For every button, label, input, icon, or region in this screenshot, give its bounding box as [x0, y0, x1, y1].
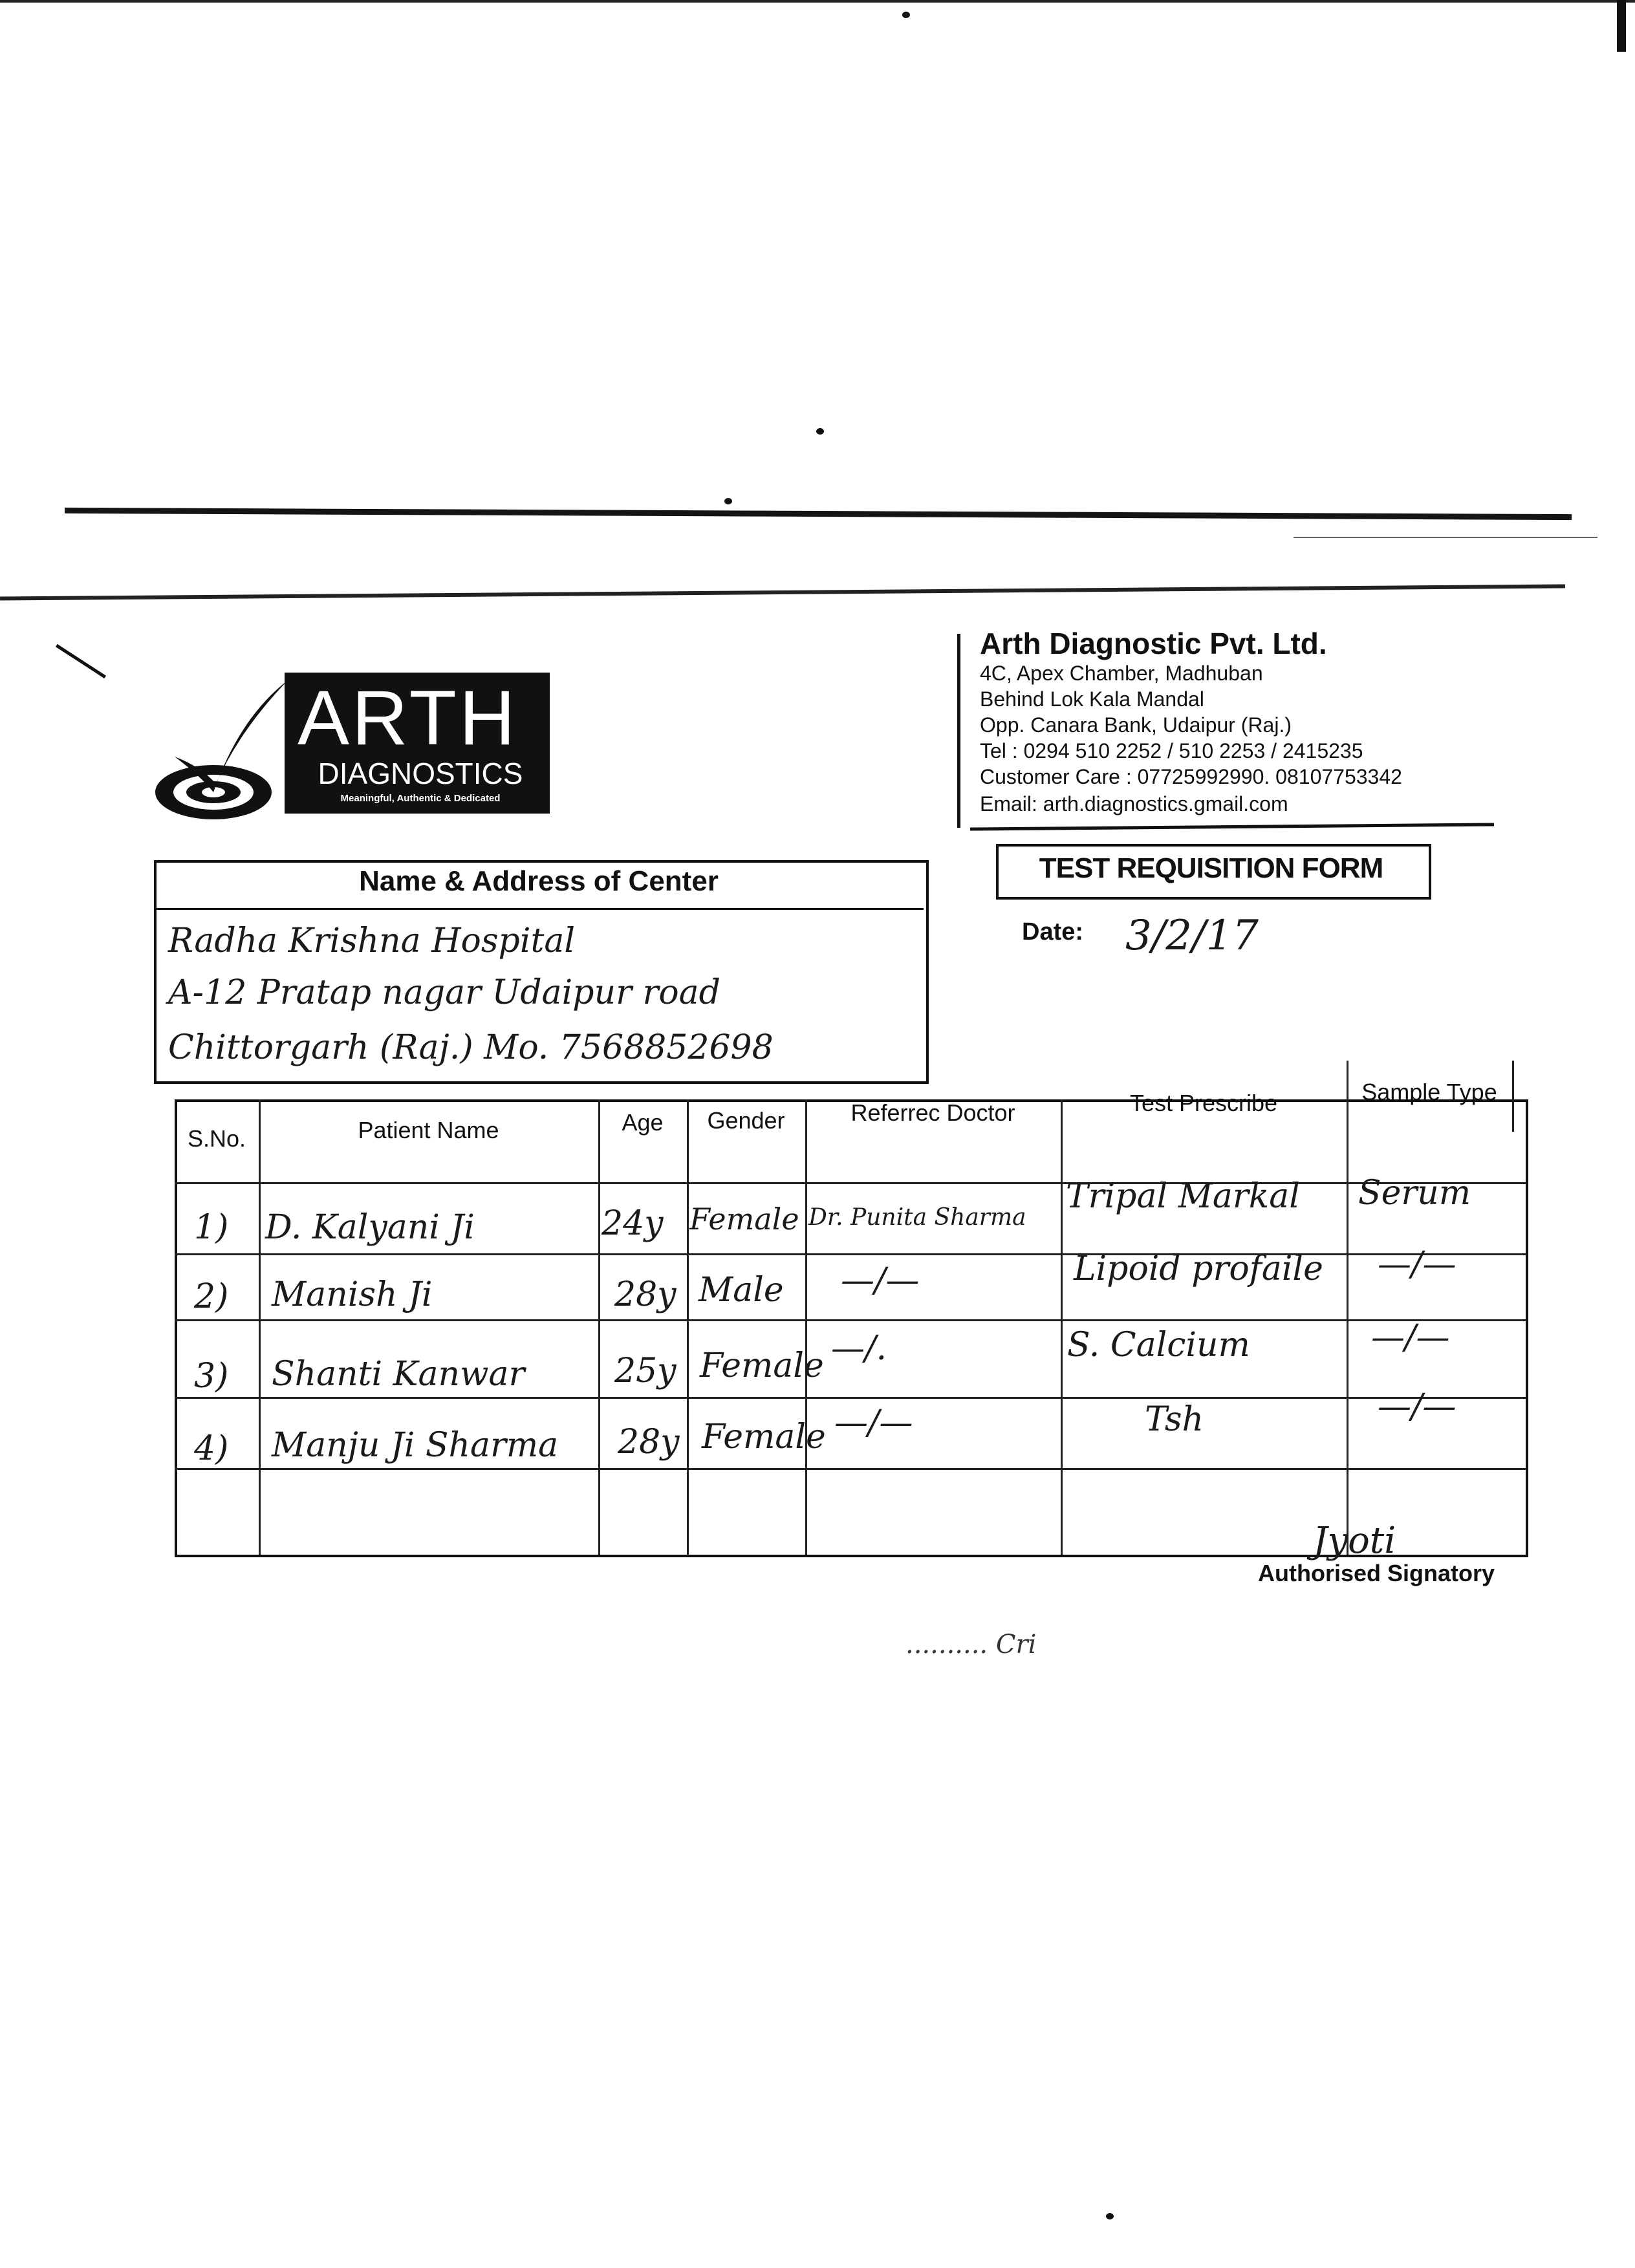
center-heading-rule	[157, 908, 924, 910]
row-age: 25y	[614, 1352, 677, 1390]
row-referred-doctor: —/.	[831, 1329, 887, 1368]
row-gender: Male	[698, 1271, 784, 1310]
center-city-phone: Chittorgarh (Raj.) Mo. 7568852698	[168, 1028, 774, 1067]
col-header-test-prescribe: Test Prescribe	[1129, 1090, 1278, 1116]
row-sno: 1)	[194, 1208, 229, 1247]
scan-edge-top	[0, 0, 1635, 3]
company-name: Arth Diagnostic Pvt. Ltd.	[980, 627, 1327, 660]
row-age: 24y	[601, 1204, 664, 1243]
row-age: 28y	[618, 1423, 680, 1462]
row-gender: Female	[702, 1418, 826, 1456]
row-test: S. Calcium	[1067, 1326, 1250, 1365]
table-rule	[175, 1468, 1526, 1470]
company-address-line: Behind Lok Kala Mandal	[980, 687, 1204, 711]
col-header-age: Age	[622, 1109, 664, 1136]
row-gender: Female	[700, 1346, 824, 1385]
row-test: Lipoid profaile	[1074, 1249, 1323, 1288]
row-age: 28y	[614, 1275, 677, 1314]
scan-sheet-edge	[0, 584, 1565, 600]
row-referred-doctor: —/—	[834, 1403, 913, 1442]
row-gender: Female	[689, 1202, 799, 1237]
header-divider	[957, 634, 960, 828]
company-email: Email: arth.diagnostics.gmail.com	[980, 792, 1288, 815]
row-sample-type: —/—	[1378, 1387, 1456, 1426]
center-name: Radha Krishna Hospital	[168, 922, 575, 960]
table-column-divider	[1061, 1099, 1063, 1555]
table-column-divider	[1347, 1061, 1348, 1555]
row-patient-name: Manju Ji Sharma	[272, 1426, 559, 1465]
row-sno: 2)	[194, 1277, 229, 1316]
scan-sheet-edge	[1294, 537, 1597, 538]
bleed-through-scribble: .......... Cri	[905, 1630, 1037, 1659]
row-patient-name: D. Kalyani Ji	[265, 1208, 475, 1247]
row-test: Tripal Markal	[1066, 1177, 1300, 1216]
table-rule	[175, 1319, 1526, 1321]
row-referred-doctor: —/—	[841, 1261, 920, 1300]
center-heading: Name & Address of Center	[359, 865, 719, 897]
scan-speck	[724, 498, 732, 504]
col-header-gender: Gender	[707, 1107, 785, 1134]
company-address-line: 4C, Apex Chamber, Madhuban	[980, 662, 1263, 685]
col-header-referred-doctor: Referrec Doctor	[850, 1099, 1015, 1126]
center-address: A-12 Pratap nagar Udaipur road	[168, 973, 720, 1012]
row-referred-doctor: Dr. Punita Sharma	[808, 1204, 1026, 1231]
target-check-icon	[149, 679, 304, 828]
form-title: TEST REQUISITION FORM	[1039, 852, 1383, 884]
company-address-line: Opp. Canara Bank, Udaipur (Raj.)	[980, 713, 1292, 737]
scan-speck	[816, 428, 824, 435]
row-patient-name: Manish Ji	[272, 1275, 433, 1314]
row-patient-name: Shanti Kanwar	[272, 1355, 525, 1394]
table-column-divider	[687, 1099, 689, 1555]
scan-speck	[1106, 2213, 1114, 2219]
table-column-divider	[259, 1099, 261, 1555]
logo-tagline: Meaningful, Authentic & Dedicated	[340, 793, 501, 804]
row-sample-type: —/—	[1371, 1318, 1450, 1357]
row-test: Tsh	[1145, 1400, 1204, 1439]
scan-speck	[902, 12, 910, 18]
row-sample-type: —/—	[1378, 1245, 1456, 1284]
row-sno: 4)	[194, 1429, 229, 1468]
date-value: 3/2/17	[1125, 912, 1259, 960]
row-sno: 3)	[194, 1357, 229, 1396]
patient-table	[175, 1099, 1528, 1557]
date-label: Date:	[1022, 918, 1084, 945]
table-column-divider	[805, 1099, 807, 1555]
logo-brand: ARTH	[298, 675, 518, 761]
col-header-sample-type: Sample Type	[1361, 1079, 1497, 1105]
authorised-signatory-label: Authorised Signatory	[1258, 1560, 1495, 1586]
table-column-divider	[1512, 1061, 1514, 1132]
scan-edge-right	[1617, 0, 1626, 52]
logo-subtitle: DIAGNOSTICS	[318, 757, 523, 790]
company-customer-care: Customer Care : 07725992990. 08107753342	[980, 765, 1402, 788]
pen-stroke	[56, 644, 106, 678]
row-sample-type: Serum	[1358, 1174, 1471, 1213]
table-column-divider	[598, 1099, 600, 1555]
signature: Jyoti	[1313, 1520, 1396, 1562]
company-phone: Tel : 0294 510 2252 / 510 2253 / 2415235	[980, 739, 1363, 762]
col-header-patient-name: Patient Name	[358, 1117, 499, 1143]
table-rule	[175, 1182, 1526, 1184]
header-rule	[970, 823, 1494, 830]
col-header-sno: S.No.	[187, 1125, 246, 1152]
scan-sheet-edge	[65, 508, 1572, 520]
table-rule	[175, 1397, 1526, 1399]
